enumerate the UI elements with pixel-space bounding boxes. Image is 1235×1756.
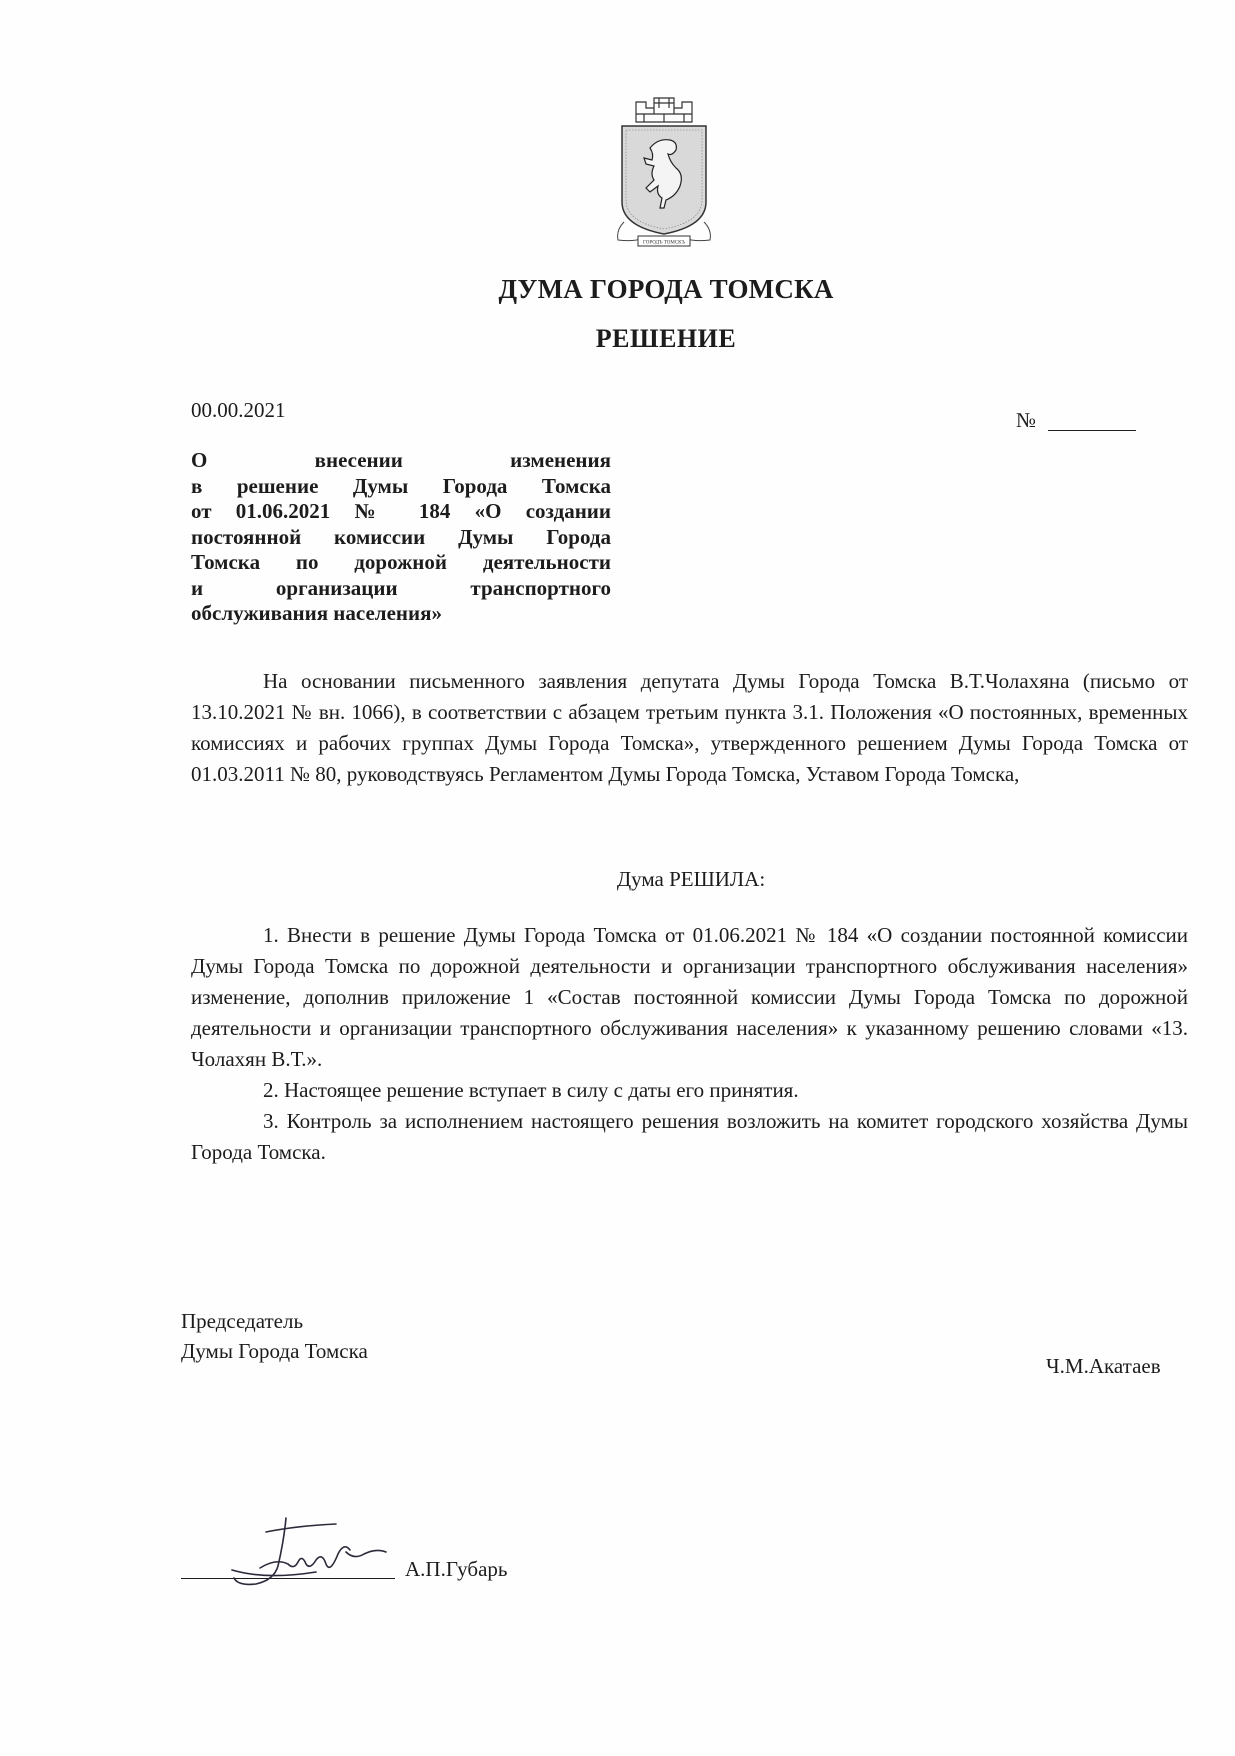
decision-item-1: 1. Внести в решение Думы Города Томска от 01.06.2021 № 184 «О создании постоянной комиссии Думы Города Томска по дорожной деятельности и организации транспортного обслуживания населения» изменение, дополнив приложение 1 «Состав постоянной комиссии Думы Города Томска по дорожной деятельности и организации транспортного обслуживания населения» к указанному решению словами «13. Чолахян В.Т.». [191, 923, 1188, 1071]
second-signer-name: А.П.Губарь [405, 1557, 508, 1581]
subject-line: от 01.06.2021 № 184 «О создании [191, 499, 611, 523]
handwritten-signature-icon [226, 1510, 396, 1590]
chair-title-line: Председатель [181, 1309, 304, 1333]
chair-title-line: Думы Города Томска [181, 1339, 368, 1363]
decision-item-2: 2. Настоящее решение вступает в силу с даты его принятия. [263, 1078, 799, 1102]
preamble [191, 666, 1188, 790]
subject-line: О внесении изменения [191, 448, 611, 472]
decision-items [191, 920, 1188, 1168]
tomsk-coat-of-arms-icon [614, 92, 714, 252]
chair-title [181, 1306, 368, 1366]
subject-line: постоянной комиссии Думы Города [191, 524, 611, 549]
document-number-blank [1048, 430, 1136, 431]
document-date: 00.00.2021 [191, 398, 286, 422]
document-number-label: № [1016, 408, 1037, 432]
subject-line: и организации транспортного [191, 575, 611, 600]
chair-name: Ч.М.Акатаев [1046, 1354, 1161, 1378]
resolved-heading: Дума РЕШИЛА: [616, 867, 766, 891]
emblem-ribbon-text: ГОРОДЪ ТОМСКЪ [642, 240, 686, 246]
decision-item-3: 3. Контроль за исполнением настоящего решения возложить на комитет городского хозяйства Думы Города Томска. [191, 1109, 1188, 1164]
subject-line: обслуживания населения» [191, 601, 442, 625]
document-type: РЕШЕНИЕ [595, 324, 737, 353]
preamble-paragraph: На основании письменного заявления депутата Думы Города Томска В.Т.Чолахяна (письмо от 13.10.2021 № вн. 1066), в соответствии с абзацем третьим пункта 3.1. Положения «О постоянных, временных комиссиях и рабочих группах Думы Города Томска», утвержденного решением Думы Города Томска от 01.03.2011 № 80, руководствуясь Регламентом Думы Города Томска, Уставом Города Томска, [191, 669, 1188, 786]
organization-title: ДУМА ГОРОДА ТОМСКА [498, 274, 834, 304]
document-subject [191, 448, 611, 627]
subject-line: Томска по дорожной деятельности [191, 550, 611, 574]
subject-line: в решение Думы Города Томска [191, 473, 611, 498]
